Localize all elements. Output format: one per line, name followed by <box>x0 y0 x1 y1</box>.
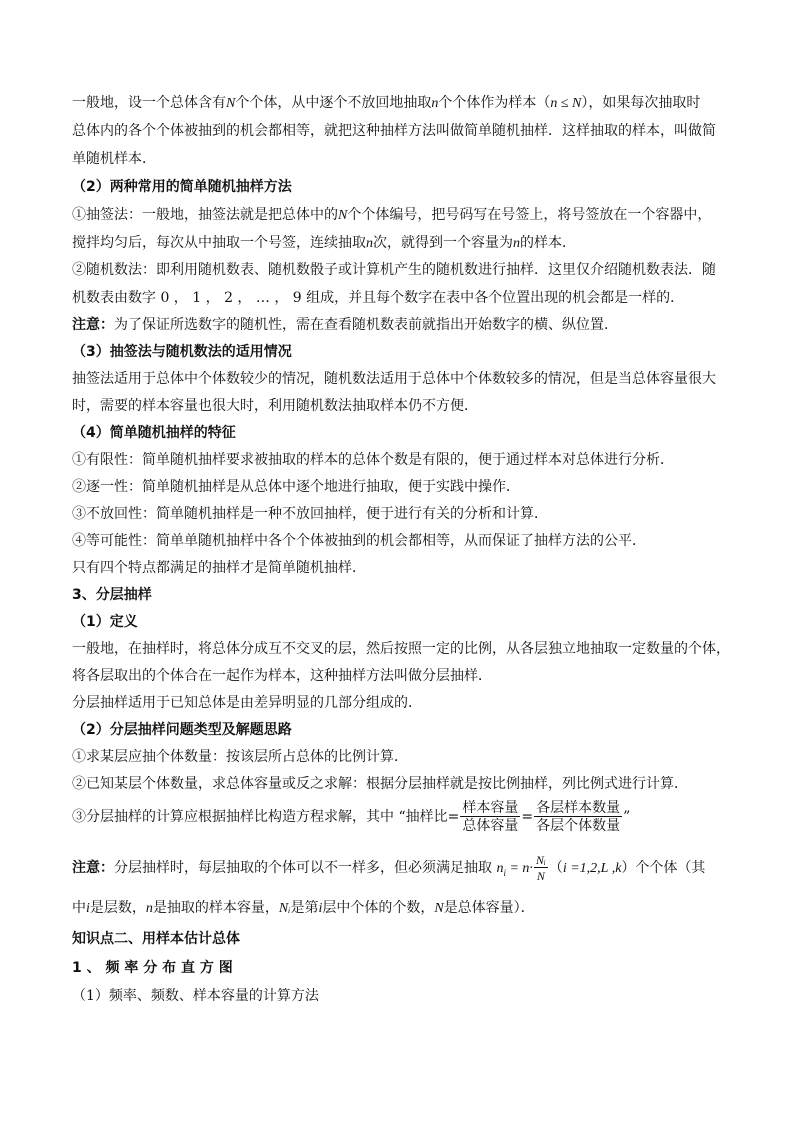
problem-type-1: ①求某层应抽个体数量：按该层所占总体的比例计算． <box>72 749 408 765</box>
knowledge-point-two-title: 知识点二、用样本估计总体 <box>72 931 240 947</box>
stratified-definition-line1: 一般地，在抽样时，将总体分成互不交叉的层，然后按照一定的比例，从各层独立地抽取一定数量的个体， <box>72 641 730 657</box>
frequency-histogram-title: 1 、 频 率 分 布 直 方 图 <box>72 960 233 976</box>
lottery-method-line2: 搅拌均匀后，每次从中抽取一个号签，连续抽取n次，就得到一个容量为n的样本． <box>72 235 576 251</box>
feature-equal-probability: ④等可能性：简单单随机抽样中各个个体被抽到的机会都相等，从而保证了抽样方法的公平． <box>72 533 646 549</box>
ni-formula-fraction: $\frac{\text{Nᵢ}}{N}$ <box>535 853 546 883</box>
lottery-method-line1: ①抽签法：一般地，抽签法就是把总体中的N个个体编号，把号码写在号签上，将号签放在一个容器中， <box>72 207 712 223</box>
applicability-line2: 时，需要的样本容量也很大时，利用随机数法抽取样本仍不方便． <box>72 398 478 414</box>
heading-stratified-problem-types: （2）分层抽样问题类型及解题思路 <box>72 722 292 738</box>
sampling-ratio-fraction: $\frac{\text{样本容量}}{\text{总体容量}}$ <box>462 800 519 834</box>
stratified-definition-line2: 将各层取出的个体合在一起作为样本，这种抽样方法叫做分层抽样． <box>72 668 492 684</box>
heading-frequency-calculation: （1）频率、频数、样本容量的计算方法 <box>72 988 319 1004</box>
note-stratified-line1: 注意：分层抽样时，每层抽取的个体可以不一样多，但必须满足抽取 $n_i = n\cdot$ $\frac{\text{Nᵢ}}{N}$ （i =1,2,L ,k）个个体（其 <box>72 853 706 883</box>
random-number-method-line2: 机数表由数字 0 ， 1 ， 2 ， … ， 9 组成，并且每个数字在表中各个位置出现的机会都是一样的． <box>72 290 685 306</box>
random-number-method-line1: ②随机数法：即利用随机数表、随机数骰子或计算机产生的随机数进行抽样．这里仅介绍随机数表法．随 <box>72 262 716 278</box>
problem-type-2: ②已知某层个体数量，求总体容量或反之求解：根据分层抽样就是按比例抽样，列比例式进行计算． <box>72 776 688 792</box>
simple-random-definition-line1: 一般地，设一个总体含有N个个体，从中逐个不放回地抽取n个个体作为样本（n ≤ N），如果每次抽取时 <box>72 95 701 111</box>
note-random-table: 注意：为了保证所选数字的随机性，需在查看随机数表前就指出开始数字的横、纵位置． <box>72 317 618 333</box>
feature-finite: ①有限性：简单随机抽样要求被抽取的样本的总体个数是有限的，便于通过样本对总体进行分析． <box>72 452 674 468</box>
feature-no-replacement: ③不放回性：简单随机抽样是一种不放回抽样，便于进行有关的分析和计算． <box>72 506 548 522</box>
feature-one-by-one: ②逐一性：简单随机抽样是从总体中逐个地进行抽取，便于实践中操作． <box>72 479 520 495</box>
heading-features: （4）简单随机抽样的特征 <box>72 425 236 441</box>
features-summary: 只有四个特点都满足的抽样才是简单随机抽样． <box>72 560 366 576</box>
stratified-definition-line3: 分层抽样适用于已知总体是由差异明显的几部分组成的． <box>72 695 422 711</box>
heading-applicability: （3）抽签法与随机数法的适用情况 <box>72 344 292 360</box>
section-stratified-title: 3、分层抽样 <box>72 587 152 603</box>
simple-random-definition-line3: 单随机样本． <box>72 151 156 167</box>
simple-random-definition-line2: 总体内的各个个体被抽到的机会都相等，就把这种抽样方法叫做简单随机抽样．这样抽取的样本，叫做简 <box>72 123 716 139</box>
note-stratified-line2: 中i是层数，n是抽取的样本容量，Nᵢ是第i层中个体的个数，N是总体容量）． <box>72 900 535 916</box>
problem-type-3: ③分层抽样的计算应根据抽样比构造方程求解，其中 “抽样比= $\frac{\text{样本容量}}{\text{总体容量}}$ = $\frac{\text{各层样本数量}}{\text{各层个体数量}}$ ” <box>72 800 631 834</box>
heading-two-methods: （2）两种常用的简单随机抽样方法 <box>72 179 292 195</box>
applicability-line1: 抽签法适用于总体中个体数较少的情况，随机数法适用于总体中个体数较多的情况，但是当总体容量很大 <box>72 371 716 387</box>
stratum-ratio-fraction: $\frac{\text{各层样本数量}}{\text{各层个体数量}}$ <box>536 800 621 834</box>
heading-stratified-definition: （1）定义 <box>72 614 138 630</box>
